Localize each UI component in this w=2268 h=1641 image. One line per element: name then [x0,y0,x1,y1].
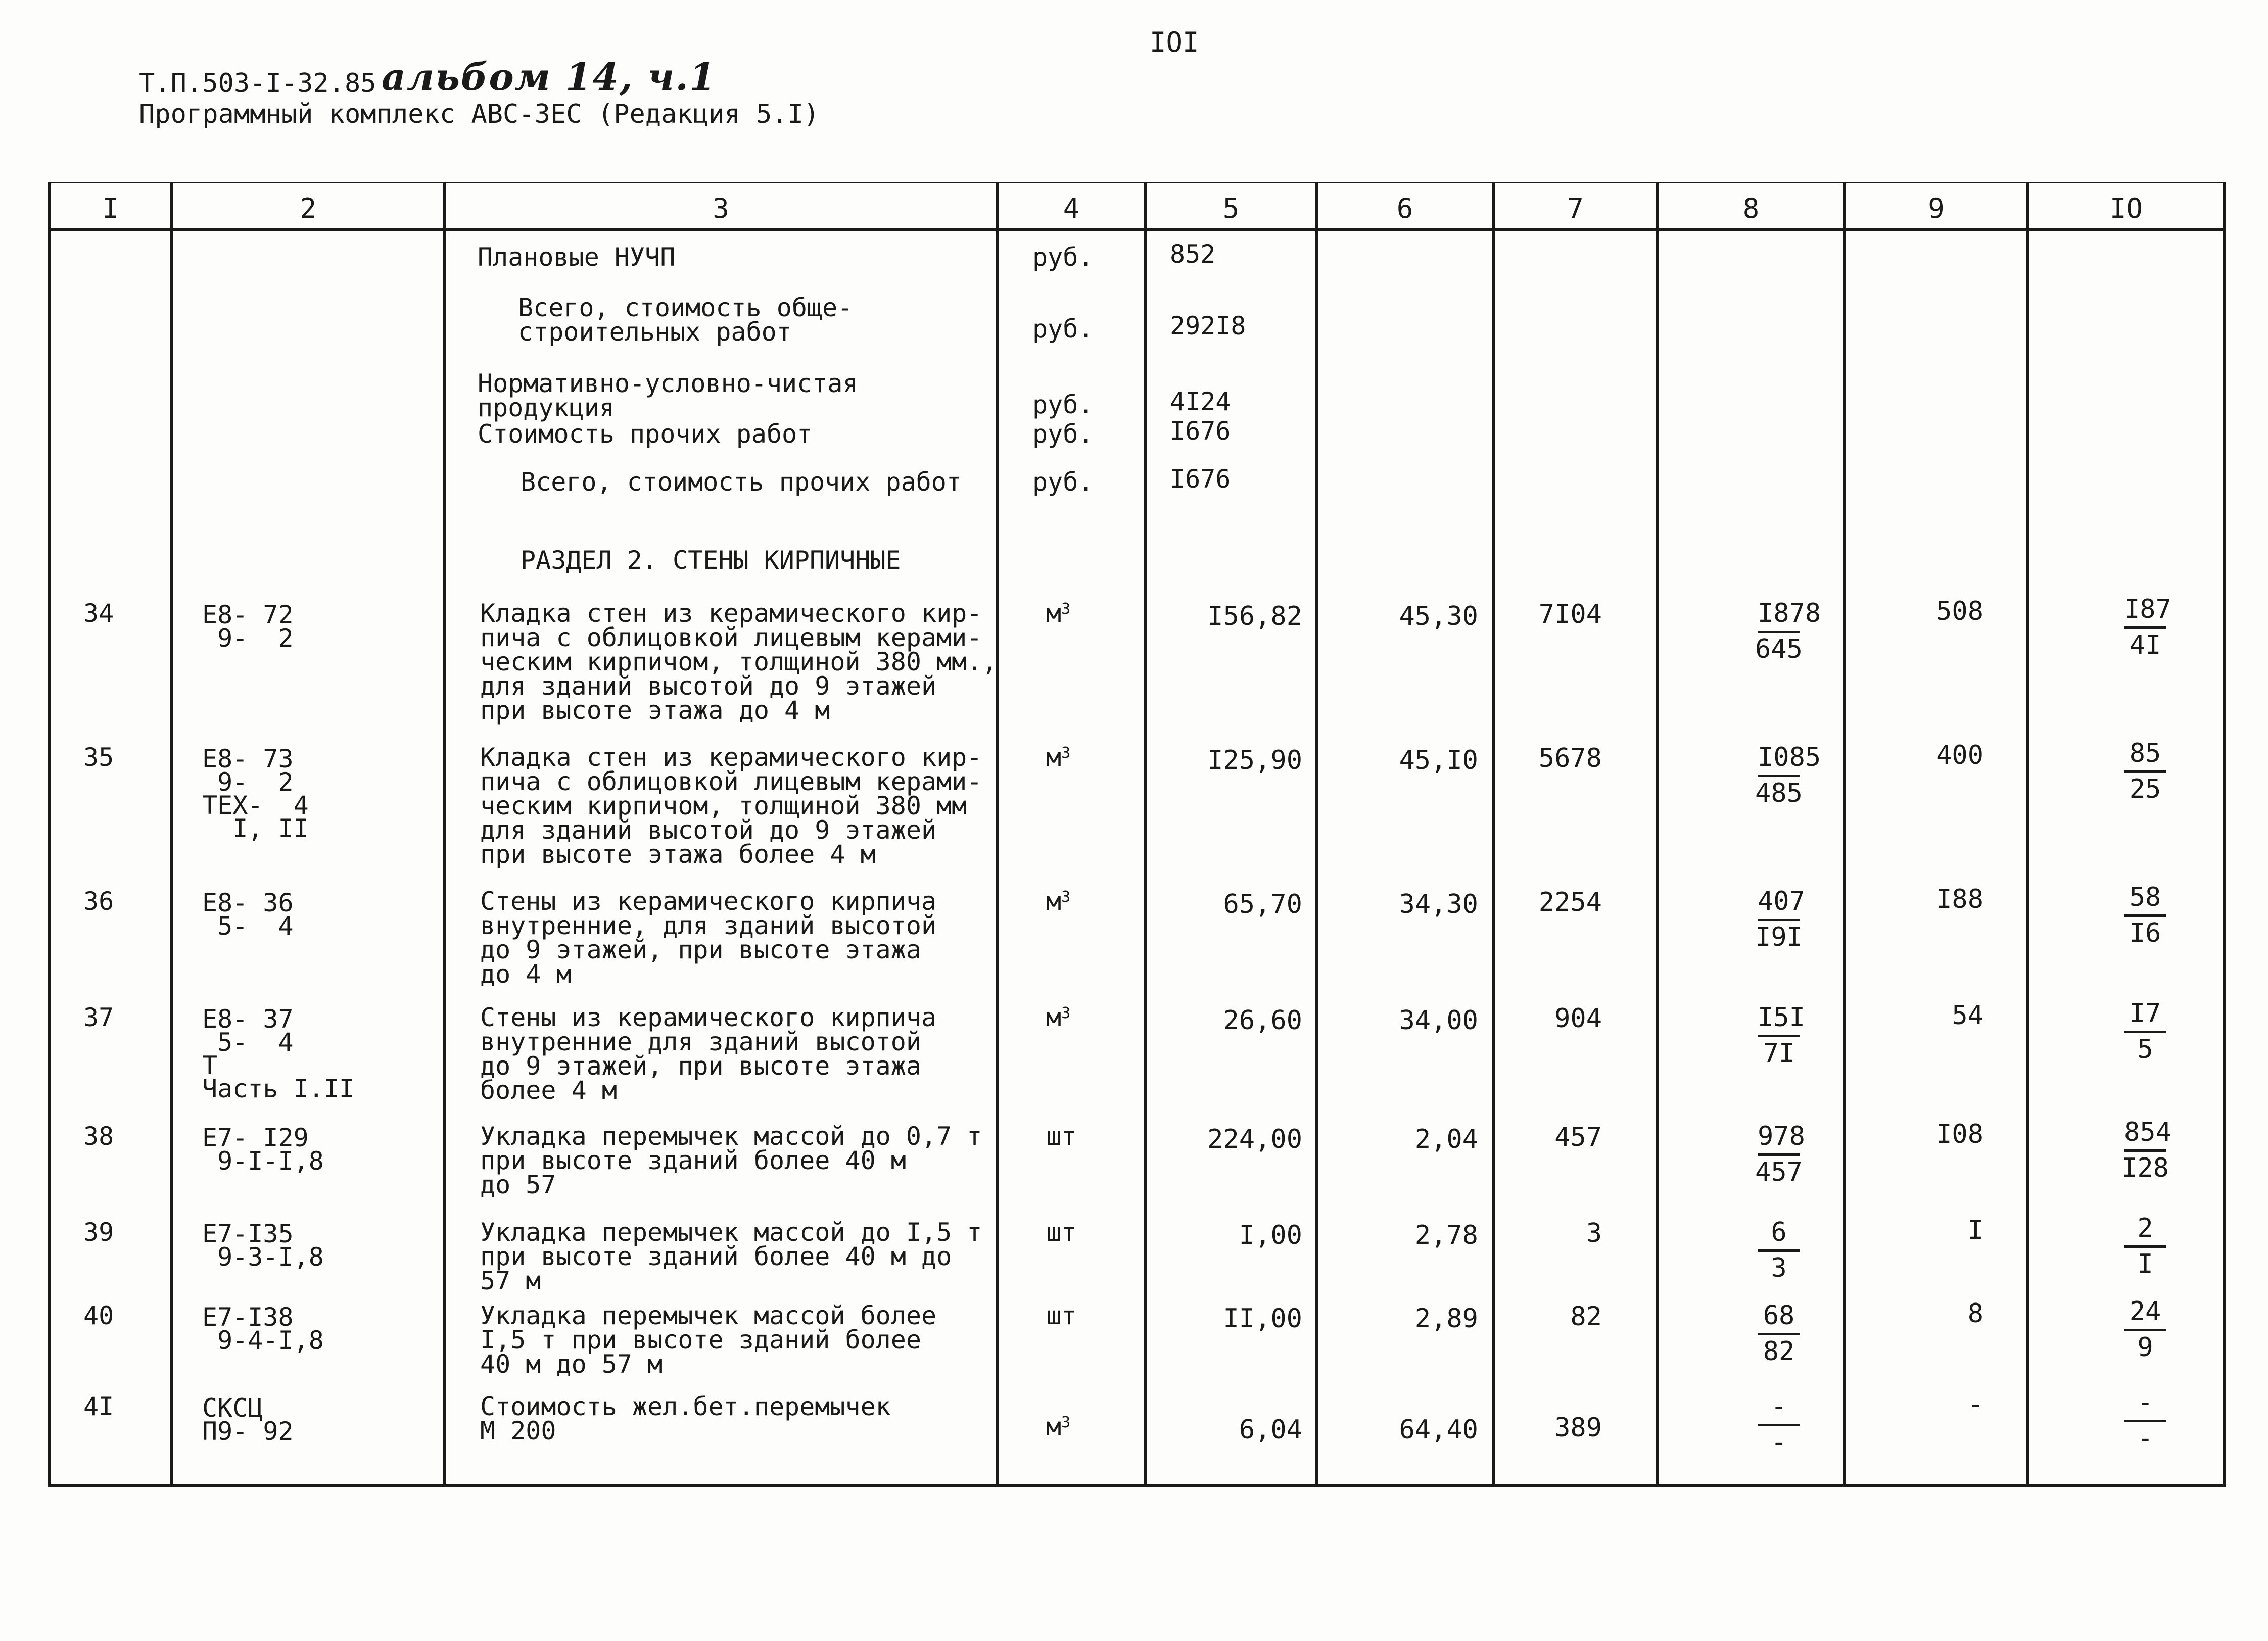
item-quantity: 65,70 [1223,889,1302,920]
col9-value: 400 [1936,740,1983,770]
col10-fraction [2100,1116,2191,1184]
summary-name: Нормативно-условно-чистая продукция [478,369,858,422]
table-grid [48,182,2226,1488]
item-total: 904 [1554,1003,1602,1034]
col10-fraction [2100,1295,2191,1364]
summary-unit: руб. [1032,314,1094,344]
summary-unit: руб. [1032,467,1094,497]
col8-fraction [1733,597,1824,665]
col8-fraction [1733,1216,1824,1284]
summary-name: Всего, стоимость прочих работ [521,467,962,497]
section-title: РАЗДЕЛ 2. СТЕНЫ КИРПИЧНЫЕ [521,546,901,575]
item-description: Кладка стен из керамического кир- пича с облицовкой лицевым керами- ческим кирпичом, толщиной 380 мм., для зданий высотой до 9 этажей при высоте этажа до 4 м [480,599,998,725]
item-unit [1046,1301,1077,1330]
item-description: Кладка стен из керамического кир- пича с облицовкой лицевым керами- ческим кирпичом, толщиной 380 мм для зданий высотой до 9 этажей при высоте этажа более 4 м [480,743,982,869]
col9-value: - [1967,1389,1983,1420]
item-unit-price: 45,I0 [1399,745,1478,776]
unit-superscript: 3 [1061,1414,1071,1431]
col8-denominator: 645 [1755,634,1803,664]
summary-value: 852 [1170,239,1216,269]
item-code: Е8- 72 9- 2 [202,600,294,653]
item-code: Е7-I38 9-4-I,8 [202,1302,324,1355]
col10-denominator: I6 [2129,918,2161,948]
col10-denominator: 4I [2129,630,2161,660]
column-header-6: 6 [1396,192,1413,224]
column-header-4: 4 [1063,192,1080,224]
item-unit [1046,599,1071,628]
col8-numerator: 6 [1758,1216,1800,1252]
col10-numerator: 854 [2124,1116,2166,1152]
item-unit-price: 45,30 [1399,601,1478,632]
col8-numerator: 68 [1758,1299,1800,1335]
unit-superscript: 3 [1061,600,1071,618]
item-unit-price: 2,04 [1414,1124,1478,1154]
col10-fraction [2100,997,2191,1066]
item-code: Е7-I35 9-3-I,8 [202,1219,324,1272]
item-total: 3 [1586,1218,1602,1248]
col10-numerator: I7 [2124,997,2166,1033]
summary-unit: руб. [1032,243,1094,272]
col10-denominator: 25 [2129,774,2161,804]
col9-value: 8 [1967,1298,1983,1329]
item-description: Стоимость жел.бет.перемычек М 200 [480,1392,891,1445]
item-code: Е8- 73 9- 2 ТЕХ- 4 I, II [202,744,309,843]
col8-denominator: I9I [1755,922,1803,952]
summary-value: I676 [1170,416,1231,446]
unit-symbol: шт [1046,1122,1077,1151]
item-quantity: 26,60 [1223,1005,1302,1036]
col10-denominator: 5 [2137,1034,2153,1065]
item-number: 36 [83,887,114,916]
document-code: Т.П.503-I-32.85 [139,68,376,99]
col10-fraction [2100,881,2191,949]
col10-fraction [2100,1386,2191,1455]
col8-denominator: - [1771,1427,1787,1458]
col9-value: 508 [1936,596,1983,626]
col10-fraction [2100,737,2191,805]
item-unit [1046,1218,1077,1247]
column-header-3: 3 [713,192,729,224]
col10-numerator: - [2124,1386,2166,1422]
summary-name: Всего, стоимость обще- строительных работ [518,293,853,347]
col9-value: I88 [1936,884,1983,914]
col8-denominator: 3 [1771,1253,1787,1283]
col10-numerator: 85 [2124,737,2166,773]
item-number: 4I [83,1392,114,1421]
column-header-7: 7 [1567,192,1584,224]
summary-name: Плановые НУЧП [478,243,676,272]
unit-symbol: м [1046,1412,1062,1441]
unit-symbol: шт [1046,1301,1077,1330]
item-total: 82 [1570,1301,1602,1332]
col10-numerator: 2 [2124,1212,2166,1248]
summary-name: Стоимость прочих работ [478,419,813,449]
item-quantity: I,00 [1239,1220,1302,1250]
column-header-2: 2 [300,192,317,224]
item-total: 389 [1554,1413,1602,1443]
col8-numerator: I085 [1758,741,1800,777]
col10-denominator: - [2137,1423,2153,1454]
summary-value: I676 [1170,464,1231,494]
col9-value: 54 [1952,1000,1983,1031]
item-total: 7I04 [1538,599,1602,630]
col10-denominator: I28 [2121,1153,2169,1183]
col8-denominator: 457 [1755,1157,1803,1187]
summary-value: 292I8 [1170,311,1246,341]
item-quantity: I25,90 [1207,745,1302,776]
item-quantity: 224,00 [1207,1124,1302,1154]
item-number: 40 [83,1301,114,1330]
item-code: СКСЦ П9- 92 [202,1393,294,1446]
col10-fraction [2100,1212,2191,1280]
col8-numerator: I5I [1758,1001,1800,1037]
col8-numerator: I878 [1758,597,1800,633]
item-code: Е8- 36 5- 4 [202,888,294,941]
item-unit [1046,743,1071,772]
column-header-9: 9 [1928,192,1945,224]
estimate-table [48,182,2226,1488]
handwritten-album-note: альбом 14, ч.1 [382,56,717,99]
col8-fraction [1733,1001,1824,1070]
col8-fraction [1733,1299,1824,1368]
item-unit-price: 34,00 [1399,1005,1478,1036]
col8-fraction [1733,1390,1824,1459]
item-code: Е8- 37 5- 4 Т Часть I.II [202,1004,355,1103]
col10-numerator: 58 [2124,881,2166,917]
item-unit-price: 2,78 [1414,1220,1478,1250]
item-unit [1046,887,1071,916]
item-number: 39 [83,1218,114,1247]
item-description: Стены из керамического кирпича внутренние, для зданий высотой до 9 этажей, при высоте этажа до 4 м [480,887,937,989]
item-unit-price: 64,40 [1399,1415,1478,1445]
column-header-1: I [102,192,119,224]
item-unit [1046,1122,1077,1151]
col8-denominator: 485 [1755,778,1803,808]
col8-denominator: 82 [1763,1336,1795,1367]
item-unit-price: 2,89 [1414,1304,1478,1334]
item-number: 34 [83,599,114,628]
col8-numerator: 978 [1758,1120,1800,1156]
item-number: 38 [83,1122,114,1151]
col8-fraction [1733,885,1824,953]
item-unit [1046,1412,1071,1441]
unit-symbol: м [1046,599,1062,628]
item-total: 5678 [1538,743,1602,774]
item-description: Укладка перемычек массой до 0,7 т при высоте зданий более 40 м до 57 [480,1122,982,1199]
item-unit-price: 34,30 [1399,889,1478,920]
col9-value: I08 [1936,1119,1983,1149]
col10-denominator: I [2137,1249,2153,1279]
item-total: 457 [1554,1122,1602,1152]
item-quantity: 6,04 [1239,1415,1302,1445]
col10-denominator: 9 [2137,1332,2153,1363]
column-header-5: 5 [1222,192,1240,224]
col10-numerator: I87 [2124,593,2166,629]
col9-value: I [1967,1215,1983,1245]
item-quantity: II,00 [1223,1304,1302,1334]
col8-numerator: 407 [1758,885,1800,921]
item-description: Укладка перемычек массой более I,5 т при высоте зданий более 40 м до 57 м [480,1301,937,1379]
column-header-8: 8 [1742,192,1760,224]
item-number: 35 [83,743,114,772]
item-description: Стены из керамического кирпича внутренние для зданий высотой до 9 этажей, при высоте этажа более 4 м [480,1003,937,1105]
unit-symbol: шт [1046,1218,1077,1247]
unit-superscript: 3 [1061,744,1071,762]
summary-unit: руб. [1032,419,1094,449]
column-header-10: IO [2109,192,2143,224]
item-number: 37 [83,1003,114,1032]
item-quantity: I56,82 [1207,601,1302,632]
col8-denominator: 7I [1763,1038,1795,1069]
item-total: 2254 [1538,887,1602,918]
item-code: Е7- I29 9-I-I,8 [202,1123,324,1176]
col8-numerator: - [1758,1390,1800,1426]
col8-fraction [1733,1120,1824,1188]
unit-superscript: 3 [1061,888,1071,906]
summary-unit: руб. [1032,390,1094,419]
item-unit [1046,1005,1070,1030]
col10-numerator: 24 [2124,1295,2166,1331]
page-number: IOI [1150,26,1199,58]
unit-symbol: м [1046,1003,1062,1032]
unit-superscript: 3 [1061,1004,1071,1022]
unit-symbol: м [1046,743,1062,772]
col10-fraction [2100,593,2191,661]
program-complex-title: Программный комплекс АВС-3ЕС (Редакция 5.I) [139,99,820,129]
item-description: Укладка перемычек массой до I,5 т при высоте зданий более 40 м до 57 м [480,1218,982,1295]
col8-fraction [1733,741,1824,809]
summary-value: 4I24 [1170,387,1231,416]
unit-symbol: м [1046,887,1062,916]
